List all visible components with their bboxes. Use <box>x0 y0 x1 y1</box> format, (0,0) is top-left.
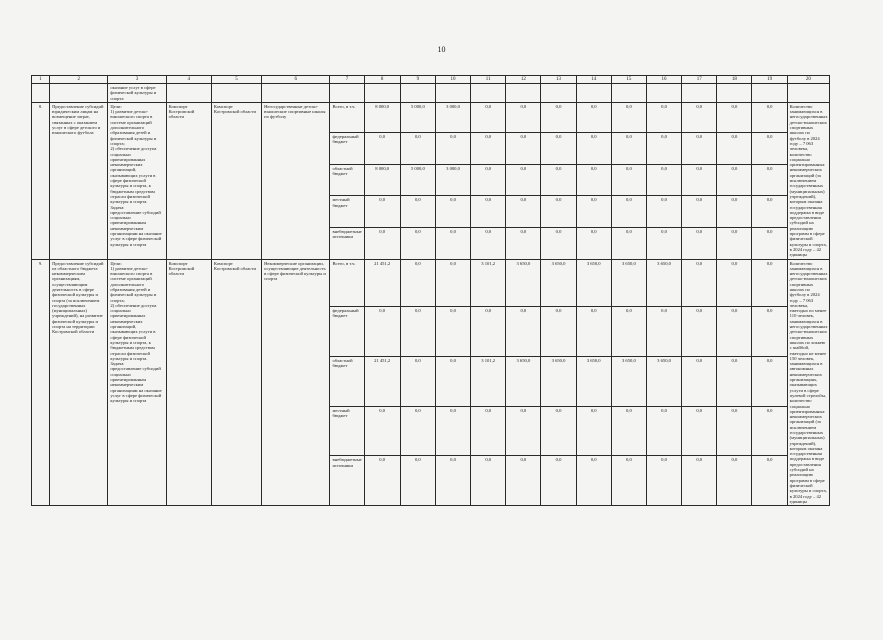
funding-value: 0,0 <box>682 196 717 228</box>
funding-value: 0,0 <box>646 307 681 357</box>
funding-value: 0,0 <box>471 456 506 506</box>
funding-value: 0,0 <box>576 102 611 132</box>
funding-value: 0,0 <box>400 227 435 259</box>
empty-cell <box>717 84 752 103</box>
funding-value: 0,0 <box>435 259 470 307</box>
funding-value: 0,0 <box>752 456 787 506</box>
empty-cell <box>400 84 435 103</box>
funding-source: федеральный бюджет <box>330 133 364 165</box>
funding-value: 0,0 <box>646 227 681 259</box>
funding-value: 0,0 <box>611 102 646 132</box>
funding-value: 0,0 <box>717 356 752 406</box>
empty-cell <box>471 84 506 103</box>
column-number: 8 <box>364 76 400 84</box>
funding-value: 0,0 <box>471 164 506 196</box>
funding-source: Всего, в т.ч. <box>330 259 364 307</box>
funding-value: 0,0 <box>435 227 470 259</box>
funding-value: 0,0 <box>541 164 576 196</box>
funding-value: 0,0 <box>506 307 541 357</box>
expected-result: Количество занимающихся в негосударственных детско-юношеских спортивных школах по футболу в 2024 году – 7 063 человека, количество социально ориентированных некоммерческих организаций (за исключением государственных (муниципальных) учреждений), которым оказана государственная поддержка в виде предоставления субсидий на реализацию программ в сфере физической культуры и спорта, в 2024 году – 42 единицы <box>787 102 829 259</box>
expected-result: Количество занимающихся в негосударственных детско-юношеских спортивных школах по футболу в 2024 году – 7 063 человека, ежегодно по менее 110 человек, занимающихся в негосударственных детско-юношеских спортивных школах по хоккею с шайбой, ежегодно не менее 150 человек, занимающихся в автономных некоммерческих организациях, оказывающих услуги в сфере пулевой стрельбы, количество социально ориентированных некоммерческих организаций (за исключением государственных (муниципальных) учреждений), которым оказана государственная поддержка в виде предоставления субсидий на реализацию программ в сфере физической культуры и спорта, в 2024 году – 42 единицы <box>787 259 829 506</box>
funding-value: 0,0 <box>364 406 400 456</box>
funding-value: 0,0 <box>541 307 576 357</box>
funding-value: 3 650,0 <box>646 356 681 406</box>
funding-value: 0,0 <box>717 164 752 196</box>
funding-value: 0,0 <box>611 196 646 228</box>
funding-value: 0,0 <box>576 133 611 165</box>
column-number: 12 <box>506 76 541 84</box>
funding-value: 0,0 <box>576 164 611 196</box>
funding-value: 0,0 <box>682 227 717 259</box>
empty-cell <box>166 84 211 103</box>
funding-value: 0,0 <box>506 456 541 506</box>
column-number: 7 <box>330 76 364 84</box>
page-number: 10 <box>437 45 446 54</box>
funding-value: 0,0 <box>506 133 541 165</box>
funding-value: 0,0 <box>435 307 470 357</box>
funding-source: областной бюджет <box>330 356 364 406</box>
funding-value: 0,0 <box>471 307 506 357</box>
funding-value: 0,0 <box>576 456 611 506</box>
empty-cell <box>646 84 681 103</box>
funding-value: 0,0 <box>646 196 681 228</box>
empty-cell <box>752 84 787 103</box>
funding-value: 0,0 <box>576 227 611 259</box>
funding-value: 3 000,0 <box>435 164 470 196</box>
empty-cell <box>611 84 646 103</box>
empty-cell <box>32 84 50 103</box>
funding-value: 0,0 <box>752 102 787 132</box>
empty-cell <box>435 84 470 103</box>
funding-value: 0,0 <box>611 227 646 259</box>
empty-cell <box>576 84 611 103</box>
funding-value: 0,0 <box>400 406 435 456</box>
funding-value: 0,0 <box>717 406 752 456</box>
funding-value: 0,0 <box>682 259 717 307</box>
funding-value: 0,0 <box>364 307 400 357</box>
funding-value: 0,0 <box>541 456 576 506</box>
funding-value: 3 101,2 <box>471 259 506 307</box>
funding-value: 21 451,2 <box>364 356 400 406</box>
funding-value: 0,0 <box>682 307 717 357</box>
funding-value: 0,0 <box>435 356 470 406</box>
funding-value: 3 000,0 <box>435 102 470 132</box>
column-number: 15 <box>611 76 646 84</box>
co-executor: Комспорт Костромской области <box>211 259 261 506</box>
funding-value: 0,0 <box>717 196 752 228</box>
column-number: 20 <box>787 76 829 84</box>
column-number: 5 <box>211 76 261 84</box>
co-executor: Комспорт Костромской области <box>211 102 261 259</box>
funding-value: 0,0 <box>576 307 611 357</box>
column-number: 13 <box>541 76 576 84</box>
funding-value: 3 650,0 <box>611 259 646 307</box>
funding-value: 3 101,2 <box>471 356 506 406</box>
funding-value: 0,0 <box>435 406 470 456</box>
empty-cell <box>211 84 261 103</box>
funding-value: 0,0 <box>364 196 400 228</box>
responsible-executor: Комспорт Костромской области <box>166 259 211 506</box>
funding-value: 0,0 <box>506 196 541 228</box>
empty-cell <box>682 84 717 103</box>
funding-value: 0,0 <box>646 102 681 132</box>
funding-value: 0,0 <box>646 406 681 456</box>
funding-value: 0,0 <box>752 356 787 406</box>
funding-value: 5 000,0 <box>400 102 435 132</box>
funding-value: 0,0 <box>541 133 576 165</box>
column-number: 4 <box>166 76 211 84</box>
funding-value: 3 650,0 <box>576 356 611 406</box>
funding-value: 0,0 <box>611 406 646 456</box>
funding-value: 0,0 <box>400 133 435 165</box>
funding-value: 0,0 <box>506 406 541 456</box>
funding-value: 8 000,0 <box>364 102 400 132</box>
funding-source: местный бюджет <box>330 406 364 456</box>
column-number: 1 <box>32 76 50 84</box>
column-number: 9 <box>400 76 435 84</box>
empty-cell <box>50 84 108 103</box>
continuation-row <box>32 84 830 103</box>
column-number: 10 <box>435 76 470 84</box>
funding-value: 0,0 <box>541 102 576 132</box>
empty-cell <box>506 84 541 103</box>
funding-value: 0,0 <box>646 456 681 506</box>
funding-value: 0,0 <box>682 356 717 406</box>
funding-value: 0,0 <box>506 102 541 132</box>
column-number: 16 <box>646 76 681 84</box>
funding-value: 0,0 <box>400 456 435 506</box>
goal-text: Цели: 1) развитие детско-юношеского спорта в системе организаций дополнительного образования детей и физической культуры и спорта; 2) обеспечение доступа социально ориентированных некоммерческих организаций, оказывающих услуги в сфере физической культуры и спорта, к бюджетным средствам отрасли физической культуры и спорта. Задача: предоставление субсидий социально ориентированным некоммерческим организациям на оказание услуг в сфере физической культуры и спорта <box>108 259 166 506</box>
funding-value: 0,0 <box>471 196 506 228</box>
participant: Некоммерческие организации, осуществляющие деятельность в сфере физической культуры и спорта <box>262 259 330 506</box>
funding-value: 0,0 <box>364 133 400 165</box>
funding-value: 0,0 <box>576 196 611 228</box>
funding-value: 0,0 <box>611 307 646 357</box>
funding-value: 0,0 <box>611 133 646 165</box>
funding-value: 0,0 <box>717 456 752 506</box>
funding-value: 0,0 <box>646 164 681 196</box>
funding-value: 5 000,0 <box>400 164 435 196</box>
funding-value: 0,0 <box>682 133 717 165</box>
funding-value: 0,0 <box>682 102 717 132</box>
funding-value: 0,0 <box>400 356 435 406</box>
funding-value: 0,0 <box>364 456 400 506</box>
funding-value: 0,0 <box>682 164 717 196</box>
column-number: 6 <box>262 76 330 84</box>
funding-value: 0,0 <box>400 196 435 228</box>
funding-value: 0,0 <box>611 164 646 196</box>
funding-value: 0,0 <box>752 227 787 259</box>
funding-value: 0,0 <box>611 456 646 506</box>
empty-cell <box>262 84 330 103</box>
funding-value: 0,0 <box>471 406 506 456</box>
column-number: 14 <box>576 76 611 84</box>
funding-value: 3 650,0 <box>646 259 681 307</box>
responsible-executor: Комспорт Костромской области <box>166 102 211 259</box>
participant: Негосударственные детско-юношеские спортивные школы по футболу <box>262 102 330 259</box>
funding-value: 3 650,0 <box>576 259 611 307</box>
funding-value: 0,0 <box>752 259 787 307</box>
empty-cell <box>541 84 576 103</box>
column-number-row <box>32 76 830 84</box>
funding-value: 0,0 <box>752 406 787 456</box>
funding-value: 3 650,0 <box>541 356 576 406</box>
funding-value: 3 650,0 <box>541 259 576 307</box>
column-number: 18 <box>717 76 752 84</box>
funding-value: 0,0 <box>682 406 717 456</box>
program-table <box>31 75 830 506</box>
funding-value: 0,0 <box>435 456 470 506</box>
funding-value: 0,0 <box>541 196 576 228</box>
funding-value: 0,0 <box>646 133 681 165</box>
funding-value: 3 650,0 <box>506 356 541 406</box>
column-number: 17 <box>682 76 717 84</box>
table-row <box>32 259 830 307</box>
funding-source: внебюджетные источники <box>330 456 364 506</box>
funding-value: 3 650,0 <box>506 259 541 307</box>
measure-name: Предоставление субсидий юридическим лицам на возмещение затрат, связанных с оказанием услуг в сфере детского и юношеского футбола <box>50 102 108 259</box>
column-number: 11 <box>471 76 506 84</box>
funding-value: 0,0 <box>717 259 752 307</box>
empty-cell <box>364 84 400 103</box>
funding-value: 8 000,0 <box>364 164 400 196</box>
funding-value: 0,0 <box>471 102 506 132</box>
funding-value: 3 650,0 <box>611 356 646 406</box>
funding-value: 0,0 <box>364 227 400 259</box>
funding-value: 0,0 <box>682 456 717 506</box>
funding-value: 0,0 <box>576 406 611 456</box>
funding-value: 0,0 <box>400 307 435 357</box>
funding-source: внебюджетные источники <box>330 227 364 259</box>
funding-value: 0,0 <box>752 307 787 357</box>
funding-value: 0,0 <box>717 133 752 165</box>
funding-value: 0,0 <box>435 133 470 165</box>
funding-source: местный бюджет <box>330 196 364 228</box>
table-row <box>32 102 830 132</box>
funding-source: областной бюджет <box>330 164 364 196</box>
funding-value: 0,0 <box>717 307 752 357</box>
goal-continuation: оказание услуг в сфере физической культуры и спорта <box>108 84 166 103</box>
funding-value: 21 451,2 <box>364 259 400 307</box>
funding-value: 0,0 <box>752 196 787 228</box>
funding-value: 0,0 <box>717 102 752 132</box>
measure-name: Предоставление субсидий из областного бюджета некоммерческим организациям, осуществляющим деятельность в сфере физической культуры и спорта (за исключением государственных (муниципальных) учреждений), на развитие физической культуры и спорта на территории Костромской области <box>50 259 108 506</box>
funding-value: 0,0 <box>752 164 787 196</box>
funding-value: 0,0 <box>541 406 576 456</box>
funding-value: 0,0 <box>752 133 787 165</box>
empty-cell <box>787 84 829 103</box>
funding-value: 0,0 <box>471 133 506 165</box>
funding-value: 0,0 <box>506 164 541 196</box>
column-number: 2 <box>50 76 108 84</box>
funding-source: федеральный бюджет <box>330 307 364 357</box>
goal-text: Цели: 1) развитие детско-юношеского спорта в системе организаций дополнительного образования детей и физической культуры и спорта; 2) обеспечение доступа социально ориентированных некоммерческих организаций, оказывающих услуги в сфере физической культуры и спорта, к бюджетным средствам отрасли физической культуры и спорта. Задача: предоставление субсидий социально ориентированным некоммерческим организациям на оказание услуг в сфере физической культуры и спорта <box>108 102 166 259</box>
funding-value: 0,0 <box>506 227 541 259</box>
funding-value: 0,0 <box>717 227 752 259</box>
row-number: 8. <box>32 102 50 259</box>
funding-value: 0,0 <box>435 196 470 228</box>
empty-cell <box>330 84 364 103</box>
funding-value: 0,0 <box>541 227 576 259</box>
row-number: 9. <box>32 259 50 506</box>
column-number: 19 <box>752 76 787 84</box>
column-number: 3 <box>108 76 166 84</box>
funding-source: Всего, в т.ч. <box>330 102 364 132</box>
funding-value: 0,0 <box>471 227 506 259</box>
funding-value: 0,0 <box>400 259 435 307</box>
